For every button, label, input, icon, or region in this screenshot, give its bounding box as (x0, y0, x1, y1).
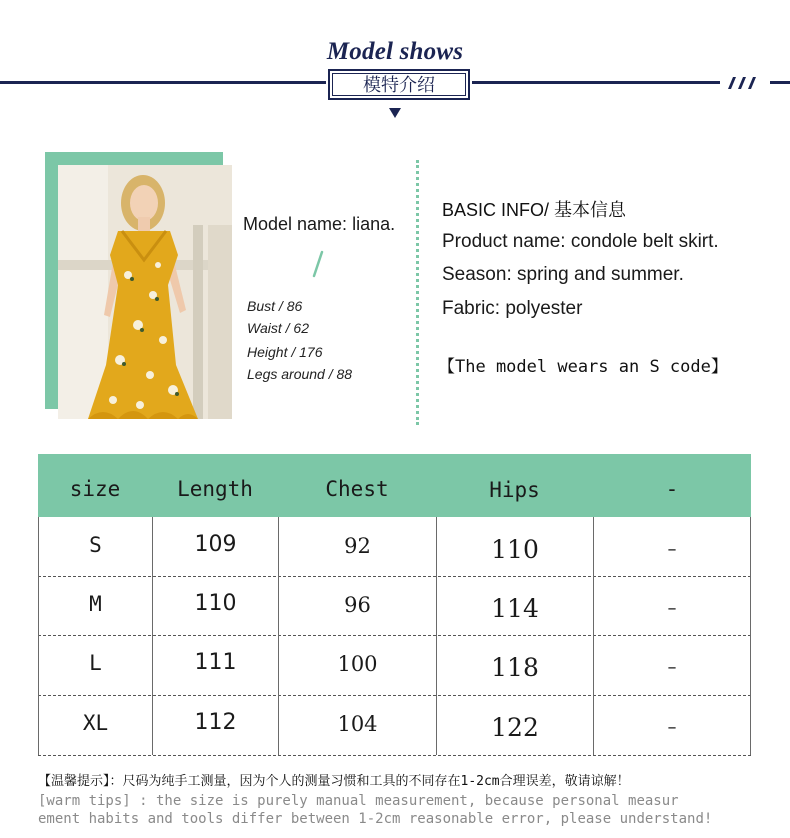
section-subtitle-box (328, 69, 470, 100)
table-row (38, 517, 751, 577)
measurement-waist (247, 320, 309, 336)
cell-hips: 114 (437, 576, 594, 636)
dotted-divider (416, 160, 419, 425)
cell-chest: 100 (279, 635, 437, 695)
cell-size: S (38, 517, 153, 577)
measurement-value: 86 (286, 298, 303, 314)
model-wears-note: 【The model wears an S code】 (438, 357, 728, 377)
cell-size: XL (38, 695, 153, 755)
cell-hips: 110 (437, 517, 594, 577)
slash-divider-icon (310, 250, 326, 278)
cell-length: 112 (153, 695, 279, 755)
table-row (38, 695, 751, 755)
measurement-height (247, 344, 323, 360)
section-subtitle: 模特介绍 (332, 73, 466, 96)
down-arrow-icon (389, 108, 401, 118)
measurement-label: Waist (247, 320, 282, 336)
slash-decoration-icon (720, 77, 770, 89)
cell-chest: 104 (279, 695, 437, 755)
tips-english-line-1: [warm tips] : the size is purely manual measurement, because personal measur (38, 793, 679, 809)
cell-chest: 96 (279, 576, 437, 636)
cell-extra: – (594, 635, 751, 695)
measurement-value: 62 (293, 320, 309, 336)
header-hips: Hips (489, 478, 540, 502)
cell-chest: 92 (279, 517, 437, 577)
cell-extra: – (594, 517, 751, 577)
cell-length: 111 (153, 635, 279, 695)
measurement-separator: / (291, 344, 296, 360)
measurement-value: 176 (299, 344, 323, 360)
model-name-label: Model name: (243, 214, 348, 234)
table-row (38, 635, 751, 695)
cell-length: 110 (153, 576, 279, 636)
header-length: Length (177, 477, 253, 501)
measurement-separator: / (278, 298, 283, 314)
cell-size: L (38, 635, 153, 695)
cell-length: 109 (153, 517, 279, 577)
model-photo (58, 165, 232, 419)
tips-chinese: 【温馨提示】：尺码为纯手工测量，因为个人的测量习惯和工具的不同存在1-2cm合理误差，敬请谅解！ (38, 774, 630, 789)
section-title: Model shows (326, 38, 464, 65)
header-extra: - (665, 477, 679, 501)
measurement-label: Height (247, 344, 288, 360)
cell-extra: – (594, 576, 751, 636)
measurement-separator: / (285, 320, 290, 336)
cell-hips: 122 (437, 695, 594, 755)
product-name: Product name: condole belt skirt. (442, 231, 719, 252)
cell-hips: 118 (437, 635, 594, 695)
table-row (38, 576, 751, 636)
fabric: Fabric: polyester (442, 298, 583, 319)
basic-info-title: BASIC INFO/ 基本信息 (442, 200, 627, 220)
header-chest: Chest (325, 477, 389, 501)
header-size: size (69, 477, 121, 501)
cell-extra: – (594, 695, 751, 755)
size-table (38, 454, 751, 756)
measurement-label: Legs around (247, 366, 325, 382)
tips-english-line-2: ement habits and tools differ between 1-2cm reasonable error, please understand! (38, 811, 713, 827)
row-divider (38, 755, 751, 756)
measurement-bust (247, 298, 302, 314)
measurement-separator: / (328, 366, 333, 382)
table-header (38, 454, 751, 517)
cell-size: M (38, 576, 153, 636)
season: Season: spring and summer. (442, 264, 684, 285)
measurement-value: 88 (336, 366, 353, 382)
measurement-legs (247, 366, 352, 382)
measurement-label: Bust (247, 298, 276, 314)
header-rule-left (0, 81, 326, 84)
table-body (38, 517, 751, 756)
model-name (243, 214, 395, 235)
model-name-value: liana. (352, 214, 396, 234)
